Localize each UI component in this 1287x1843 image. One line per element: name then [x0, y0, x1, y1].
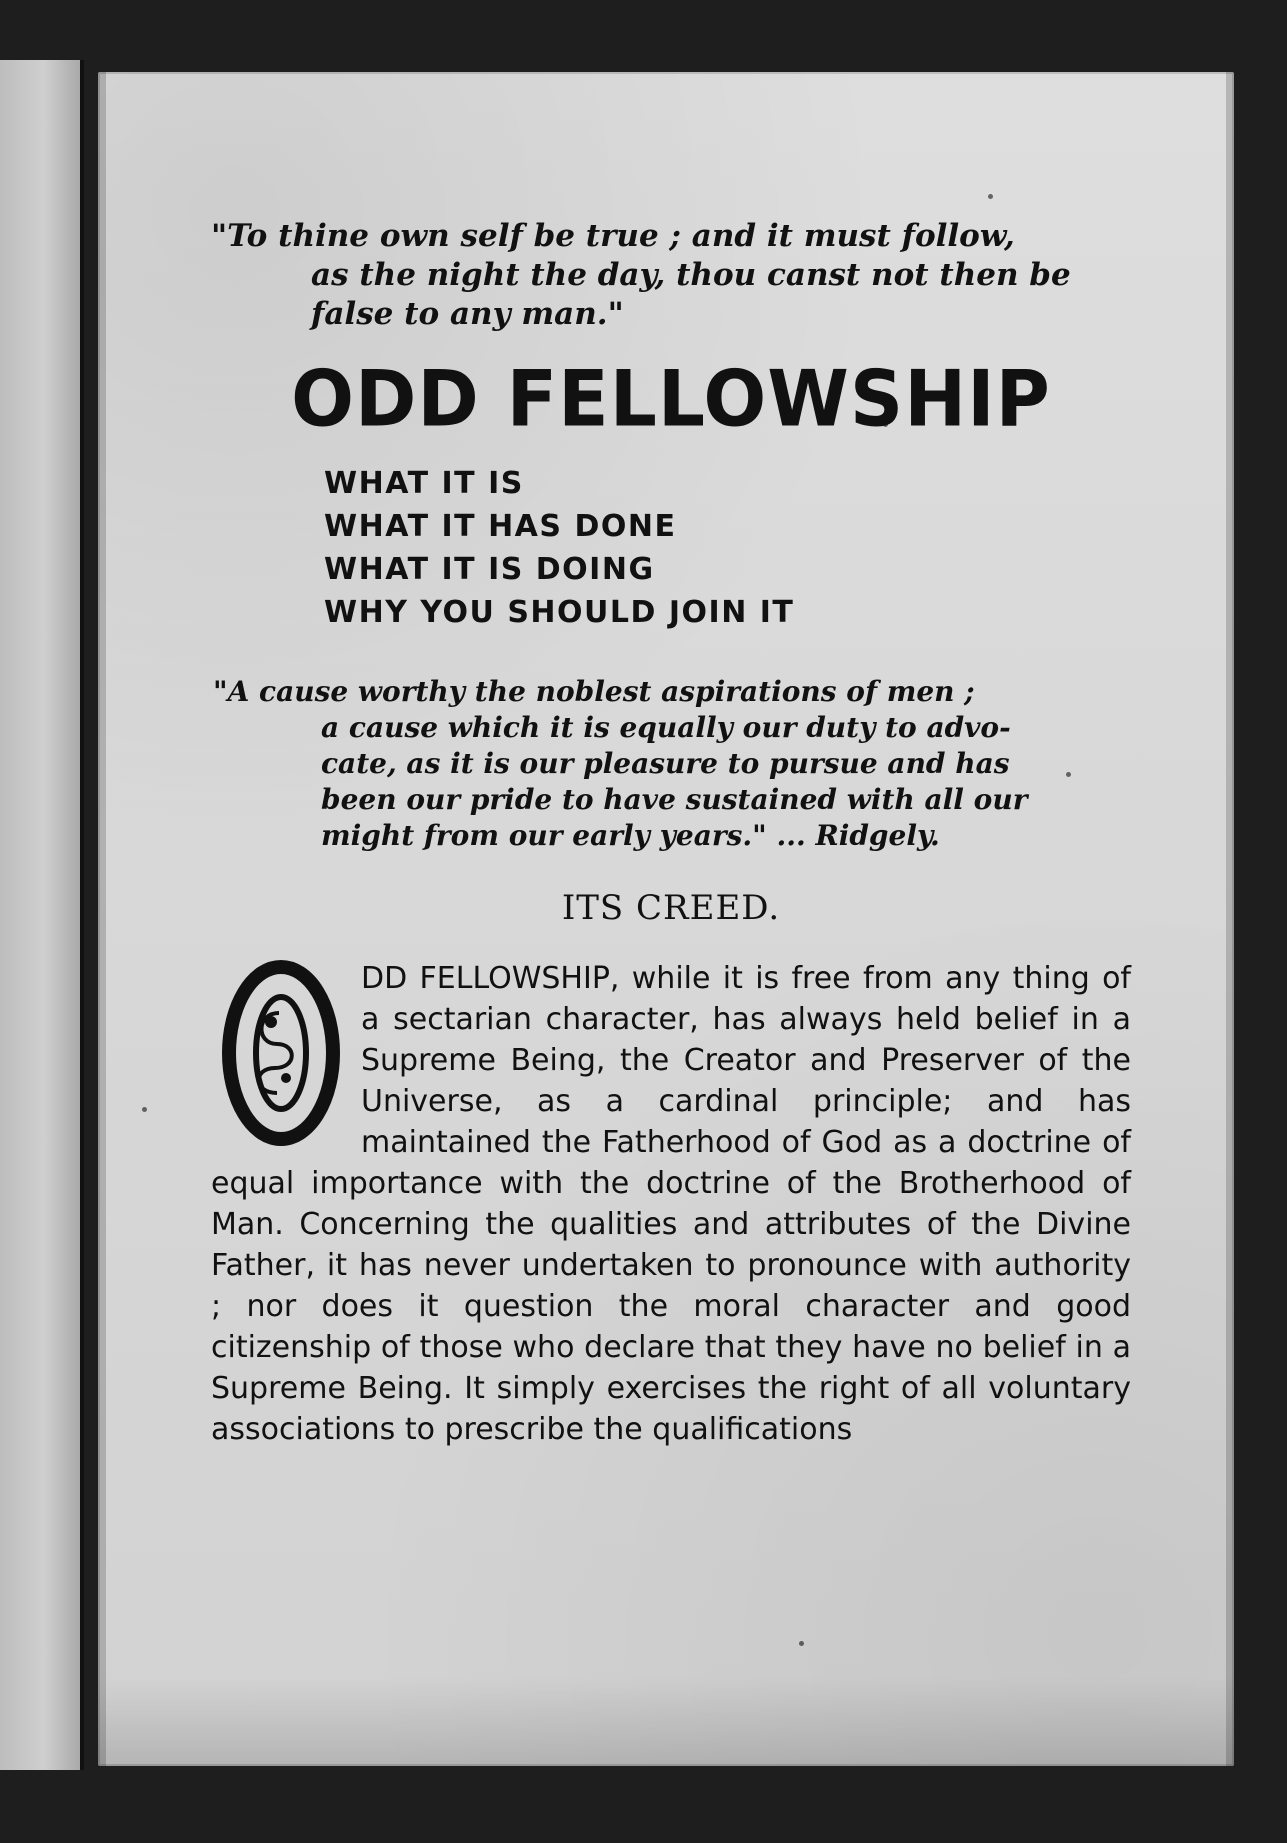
page-content: [211, 217, 1131, 1450]
drop-cap-o: [211, 958, 351, 1148]
creed-heading: ITS CREED.: [561, 888, 781, 928]
ridgely-quote-line: been our pride to have sustained with all our: [321, 783, 1028, 816]
epigraph-line: false to any man.": [311, 296, 624, 332]
subtitle-item: WHAT IT IS: [324, 466, 524, 501]
page-speck: [799, 1641, 804, 1646]
epigraph-line: as the night the day, thou canst not then be: [311, 257, 1071, 293]
subtitle-item: WHY YOU SHOULD JOIN IT: [324, 595, 795, 630]
document-page: [98, 72, 1234, 1766]
ridgely-quote-line: a cause which it is equally our duty to advo-: [321, 711, 1011, 744]
bottom-stain: [98, 1676, 1234, 1766]
page-left-shadow: [98, 72, 106, 1766]
subtitle-item: WHAT IT HAS DONE: [324, 509, 677, 544]
subtitle-item: WHAT IT IS DOING: [324, 552, 655, 587]
creed-body: [211, 958, 1131, 1450]
page-right-shadow: [1226, 72, 1234, 1766]
epigraph-line: "To thine own self be true ; and it must follow,: [211, 218, 1015, 254]
epigraph: [211, 217, 1131, 334]
left-page-sliver: [0, 60, 84, 1770]
page-speck: [142, 1107, 147, 1112]
ridgely-quote-line: might from our early years." ... Ridgely.: [321, 819, 940, 852]
subtitle-list: [211, 462, 1131, 634]
page-title: ODD FELLOWSHIP: [291, 353, 1051, 445]
page-speck: [988, 194, 993, 199]
ridgely-quote: [211, 674, 1131, 854]
ridgely-quote-line: "A cause worthy the noblest aspirations of men ;: [213, 675, 975, 708]
ridgely-quote-line: cate, as it is our pleasure to pursue and has: [321, 747, 1010, 780]
creed-paragraph: DD FELLOWSHIP, while it is free from any thing of a sectarian character, has always held belief in a Supreme Being, the Creator and Preserver of the Universe, as a cardinal principle; and has maintained the Fatherhood of God as a doctrine of equal importance with the doctrine of the Brotherhood of Man. Concerning the qualities and attributes of the Divine Father, it has never undertaken to pronounce with authority ; nor does it question the moral character and good citizenship of those who declare that they have no belief in a Supreme Being. It simply exercises the right of all voluntary associations to prescribe the qualifications: [211, 961, 1131, 1447]
